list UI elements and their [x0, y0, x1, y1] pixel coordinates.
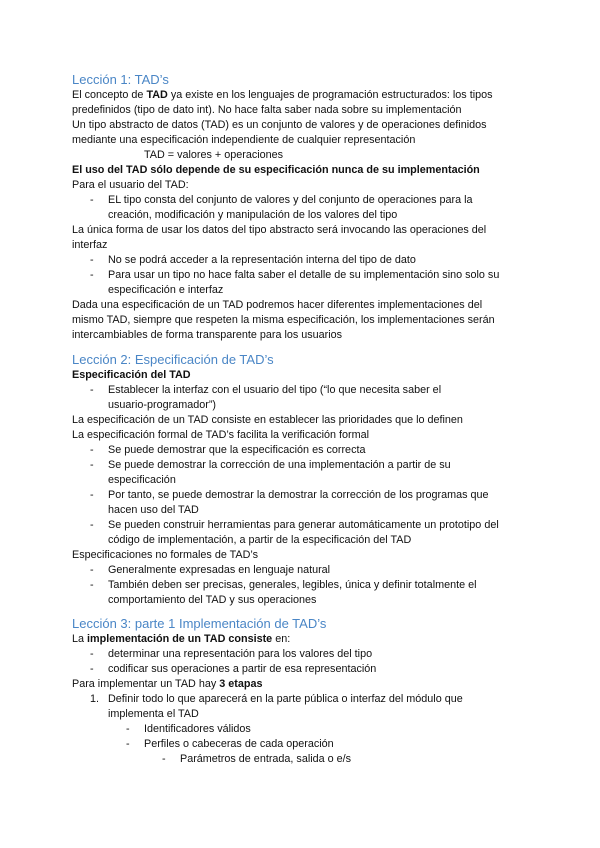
list-item-text: especificación	[108, 474, 176, 486]
bullet-dash: -	[90, 384, 94, 396]
list-item	[72, 383, 528, 413]
numbered-item	[72, 692, 528, 722]
list-item	[72, 443, 528, 458]
list-item-text: Generalmente expresadas en lenguaje natural	[108, 564, 331, 576]
lesson-1-paragraph-3-line-2: interfaz	[72, 239, 108, 251]
list-item-text: codificar sus operaciones a partir de esa representación	[108, 663, 377, 675]
text-run: en:	[272, 633, 291, 645]
text-run: Para implementar un TAD hay	[72, 678, 220, 690]
list-item	[72, 647, 528, 662]
bullet-dash: -	[90, 444, 94, 456]
item-number: 1.	[90, 693, 100, 705]
numbered-item-text: Definir todo lo que aparecerá en la parte pública o interfaz del módulo que	[108, 693, 463, 705]
text-run: El concepto de	[72, 89, 147, 101]
bullet-dash: -	[90, 269, 94, 281]
list-item-text: usuario-programador”)	[108, 399, 217, 411]
sub-sub-list-item	[72, 752, 528, 767]
sub-list-item	[72, 722, 528, 737]
list-item-text: código de implementación, a partir de la especificación del TAD	[108, 534, 412, 546]
list-item-text: creación, modificación y manipulación de los valores del tipo	[108, 209, 398, 221]
lesson-2-paragraph-1: La especificación de un TAD consiste en establecer las prioridades que lo definen	[72, 414, 463, 426]
lesson-2-paragraph-2: La especificación formal de TAD’s facilita la verificación formal	[72, 429, 370, 441]
bullet-dash: -	[90, 579, 94, 591]
list-item-text: Para usar un tipo no hace falta saber el detalle de su implementación sino solo su	[108, 269, 500, 281]
list-item-text: Se puede demostrar la corrección de una implementación a partir de su	[108, 459, 451, 471]
bullet-dash: -	[90, 564, 94, 576]
bullet-dash: -	[126, 723, 130, 735]
list-item	[72, 488, 528, 518]
list-item-text: No se podrá acceder a la representación interna del tipo de dato	[108, 254, 416, 266]
list-item-text: especificación e interfaz	[108, 284, 224, 296]
implementation-term: implementación de un TAD consiste	[87, 633, 273, 645]
bullet-dash: -	[162, 753, 166, 765]
text-run: ya existe en los lenguajes de programación estructurados: los tipos	[167, 89, 493, 101]
sub-list-item	[72, 737, 528, 752]
lesson-1-paragraph-1-line-2: predefinidos (tipo de dato int). No hace falta saber nada sobre su implementación	[72, 104, 462, 116]
usage-rule: El uso del TAD sólo depende de su especificación nunca de su implementación	[72, 164, 480, 176]
lesson-1-paragraph-4: Dada una especificación de un TAD podremos hacer diferentes implementaciones del	[72, 299, 483, 311]
lesson-1-paragraph-4-line-2: mismo TAD, siempre que respeten la misma especificación, los implementaciones serán	[72, 314, 495, 326]
text-run: La	[72, 633, 88, 645]
lesson-3-paragraph-1	[72, 632, 528, 647]
list-item-text: Por tanto, se puede demostrar la demostrar la corrección de los programas que	[108, 489, 489, 501]
lesson-1-heading: Lección 1: TAD’s	[72, 72, 169, 87]
list-item	[72, 193, 528, 223]
bullet-dash: -	[90, 519, 94, 531]
lesson-3-paragraph-2	[72, 677, 528, 692]
lesson-1-paragraph-3: La única forma de usar los datos del tipo abstracto será invocando las operaciones del	[72, 224, 487, 236]
list-item-text: determinar una representación para los valores del tipo	[108, 648, 373, 660]
bullet-dash: -	[90, 489, 94, 501]
list-item-text: Se puede demostrar que la especificación es correcta	[108, 444, 366, 456]
list-item	[72, 253, 528, 268]
list-item	[72, 268, 528, 298]
user-intro: Para el usuario del TAD:	[72, 179, 189, 191]
tad-formula: TAD = valores + operaciones	[144, 149, 284, 161]
list-item-text: hacen uso del TAD	[108, 504, 199, 516]
bullet-dash: -	[126, 738, 130, 750]
bullet-dash: -	[90, 459, 94, 471]
list-item-text: Establecer la interfaz con el usuario del tipo (“lo que necesita saber el	[108, 384, 442, 396]
list-item	[72, 578, 528, 608]
sub-list-item-text: Identificadores válidos	[144, 723, 251, 735]
lesson-1-paragraph-1	[72, 88, 528, 103]
lesson-1-paragraph-4-line-3: intercambiables de forma transparente para los usuarios	[72, 329, 343, 341]
lesson-1-paragraph-2-line-2: mediante una especificación independiente de cualquier representación	[72, 134, 416, 146]
bullet-dash: -	[90, 254, 94, 266]
lesson-2-subheading: Especificación del TAD	[72, 369, 191, 381]
sub-sub-list-item-text: Parámetros de entrada, salida o e/s	[180, 753, 352, 765]
lesson-3-heading: Lección 3: parte 1 Implementación de TAD’s	[72, 616, 327, 631]
bullet-dash: -	[90, 194, 94, 206]
lesson-2-heading: Lección 2: Especificación de TAD’s	[72, 352, 274, 367]
list-item-text: Se pueden construir herramientas para generar automáticamente un prototipo del	[108, 519, 499, 531]
sub-list-item-text: Perfiles o cabeceras de cada operación	[144, 738, 334, 750]
stages-count: 3 etapas	[219, 678, 263, 690]
list-item-text: También deben ser precisas, generales, legibles, única y definir totalmente el	[108, 579, 477, 591]
list-item	[72, 458, 528, 488]
bullet-dash: -	[90, 648, 94, 660]
list-item-text: comportamiento del TAD y sus operaciones	[108, 594, 317, 606]
list-item	[72, 662, 528, 677]
list-item	[72, 518, 528, 548]
bullet-dash: -	[90, 663, 94, 675]
lesson-1-paragraph-2: Un tipo abstracto de datos (TAD) es un conjunto de valores y de operaciones definidos	[72, 119, 487, 131]
tad-term: TAD	[146, 89, 168, 101]
list-item-text: EL tipo consta del conjunto de valores y del conjunto de operaciones para la	[108, 194, 473, 206]
lesson-2-paragraph-3: Especificaciones no formales de TAD’s	[72, 549, 259, 561]
list-item	[72, 563, 528, 578]
numbered-item-text: implementa el TAD	[108, 708, 199, 720]
